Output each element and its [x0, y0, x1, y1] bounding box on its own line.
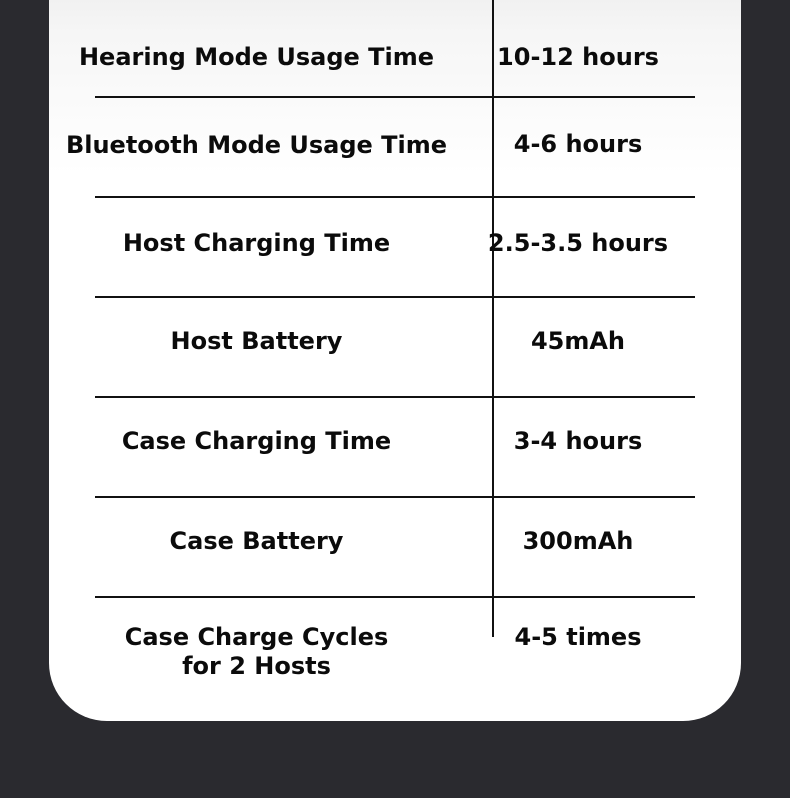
- spec-value: 3-4 hours: [513, 427, 643, 455]
- row-divider: [95, 596, 695, 598]
- row-divider: [95, 96, 695, 98]
- row-divider: [95, 496, 695, 498]
- spec-label: Host Charging Time: [122, 229, 391, 257]
- spec-value: 4-5 times: [514, 623, 642, 651]
- spec-label-line2: for 2 Hosts: [182, 652, 331, 680]
- spec-label: Host Battery: [170, 327, 343, 355]
- spec-label: Case Charging Time: [121, 427, 392, 455]
- spec-value: 2.5-3.5 hours: [487, 229, 669, 257]
- spec-value: 4-6 hours: [513, 130, 643, 158]
- spec-card: [49, 0, 741, 721]
- spec-value: 300mAh: [522, 527, 634, 555]
- spec-value: 10-12 hours: [497, 43, 659, 71]
- row-divider: [95, 196, 695, 198]
- spec-label-line1: Case Charge Cycles: [124, 623, 389, 651]
- spec-label: Hearing Mode Usage Time: [78, 43, 435, 71]
- spec-label: Case Battery: [169, 527, 344, 555]
- row-divider: [95, 296, 695, 298]
- spec-label: Bluetooth Mode Usage Time: [65, 131, 448, 159]
- spec-value: 45mAh: [530, 327, 626, 355]
- row-divider: [95, 396, 695, 398]
